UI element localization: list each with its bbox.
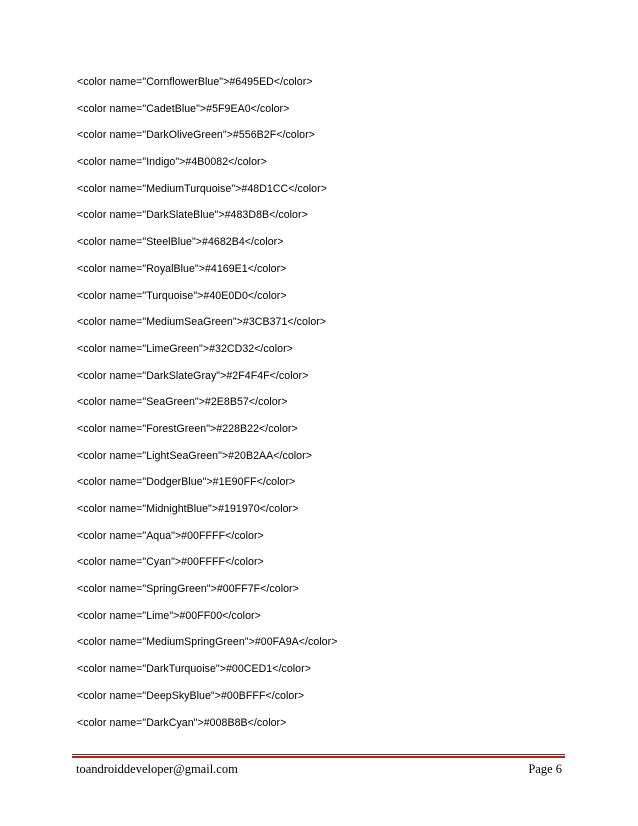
color-line: <color name="Indigo">#4B0082</color> — [77, 156, 267, 169]
color-line: <color name="SeaGreen">#2E8B57</color> — [77, 396, 288, 409]
footer-page-number: Page 6 — [528, 762, 562, 776]
color-line: <color name="ForestGreen">#228B22</color> — [77, 422, 298, 435]
color-line: <color name="CornflowerBlue">#6495ED</color> — [77, 76, 313, 88]
color-line: <color name="RoyalBlue">#4169E1</color> — [77, 262, 287, 275]
color-line: <color name="CadetBlue">#5F9EA0</color> — [77, 102, 290, 115]
footer-email: toandroiddeveloper@gmail.com — [76, 762, 238, 776]
color-line: <color name="LimeGreen">#32CD32</color> — [77, 342, 293, 355]
color-line: <color name="DarkOliveGreen">#556B2F</color> — [77, 129, 315, 142]
color-line: <color name="DarkTurquoise">#00CED1</color> — [77, 663, 311, 676]
color-line: <color name="MidnightBlue">#191970</color> — [77, 503, 299, 515]
color-line: <color name="SpringGreen">#00FF7F</color> — [77, 583, 299, 596]
color-line: <color name="Cyan">#00FFFF</color> — [77, 556, 264, 569]
color-line: <color name="DeepSkyBlue">#00BFFF</color> — [77, 689, 305, 702]
color-line: <color name="MediumSpringGreen">#00FA9A</color> — [77, 636, 338, 649]
color-line: <color name="MediumSeaGreen">#3CB371</color> — [77, 316, 327, 329]
color-line: <color name="MediumTurquoise">#48D1CC</color> — [77, 182, 327, 195]
color-line: <color name="Turquoise">#40E0D0</color> — [77, 289, 287, 302]
color-line: <color name="DodgerBlue">#1E90FF</color> — [77, 476, 296, 489]
color-line: <color name="SteelBlue">#4682B4</color> — [77, 236, 284, 249]
color-line: <color name="LightSeaGreen">#20B2AA</color> — [77, 449, 312, 462]
color-line: <color name="DarkCyan">#008B8B</color> — [77, 716, 287, 729]
color-line: <color name="DarkSlateBlue">#483D8B</color> — [77, 209, 308, 222]
color-line: <color name="Lime">#00FF00</color> — [77, 609, 261, 622]
color-definition-list — [77, 72, 337, 739]
color-line: <color name="DarkSlateGray">#2F4F4F</color> — [77, 369, 309, 382]
color-line: <color name="Aqua">#00FFFF</color> — [77, 529, 264, 542]
footer-divider — [72, 754, 565, 758]
